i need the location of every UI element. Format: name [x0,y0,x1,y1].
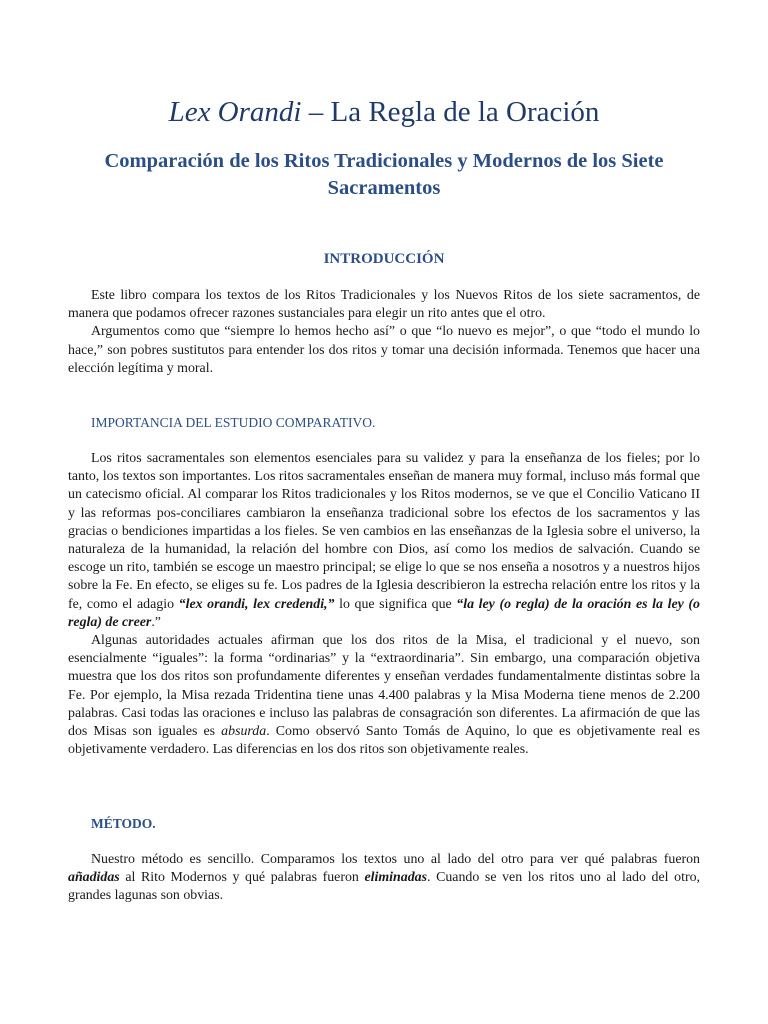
body-text: y los [415,288,456,303]
body-text: y para la [463,451,525,466]
title-italic: Lex Orandi [168,96,302,128]
emphasis-text: enseñanza [524,451,582,466]
emphasis-text: añadidas [68,870,120,886]
importancia-section [68,450,700,759]
body-text: muestra que los dos ritos son [68,669,237,685]
body-text: . [205,742,213,758]
body-text: . Como observó Santo Tomás de Aquino, lo que es objetivamente [266,724,662,740]
emphasis-text: “lex orandi, lex credendi,” [178,596,335,612]
body-text: de los siete sacramentos, de manera que podamos ofrecer razones sustanciales para elegir un rito antes que el otro. [68,288,700,322]
body-text: lo que significa que [334,596,457,612]
heading-importancia: IMPORTANCIA DEL ESTUDIO COMPARATIVO. [91,415,376,430]
body-text: . Cuando se ven los ritos uno al lado del otro, [427,870,700,886]
metodo-section [68,851,700,906]
emphasis-text: absurda [221,724,267,740]
body-text: sobre los efectos de los sacramentos y las gracias o bendiciones impartidas a los fieles. Se ven cambios en las enseñanzas de la Iglesia sobre el universo, la naturaleza de la humanidad, la relación del hombre con Dios, así como los medios de salvación. Cuando se escoge un rito, también se escoge un maestro principal; se elige lo que se nos enseña a nosotros y a nuestros hijos sobre la Fe. En efecto, se [68,505,700,594]
emphasis-text: profundamente diferentes y enseñan verdades fundamentalmente distintas [236,669,652,685]
emphasis-text: “la ley (o regla) de la oración es la ley (o regla) de creer [68,596,700,630]
emphasis-text: enseñan [388,469,434,485]
paragraph [68,323,700,378]
emphasis-text: Ritos Tradicionales [306,288,416,303]
emphasis-text: grandes lagunas [68,888,158,904]
emphasis-text: validez [423,451,464,466]
emphasis-text: Nuevos Ritos [455,288,533,303]
heading-introduccion: INTRODUCCIÓN [323,251,445,267]
body-text: sobre la Fe. Por ejemplo, la Misa rezada Tridentina tiene unas 4.400 palabras y la Misa Moderna tiene menos de 2.200 palabras. Casi todas las oraciones e incluso las palabras de consagración son [68,669,700,721]
paragraph [68,851,700,906]
emphasis-text: .” [151,614,161,630]
body-text: . [209,360,214,376]
body-text: . Los ritos sacramentales [247,469,389,485]
body-text: Algunas autoridades actuales afirman que los dos ritos de la Misa, el tradicional y el nuevo, son esencialmente “iguales”: la forma “ordinarias” y la “extraordinaria”. Sin embargo, una [68,633,700,667]
body-text: Nuestro método es sencillo. Comparamos los textos uno al lado del otro para ver qué palabras fueron [91,852,700,867]
body-text: es objetivamente [68,724,700,758]
body-text: de manera muy formal, incluso más formal que un catecismo oficial. Al comparar los Ritos tradicionales y los Ritos modernos, se ve que el Concilio Vaticano II y las reformas pos-conciliares [68,469,701,521]
emphasis-text: eliminadas [364,870,427,886]
emphasis-text: elección legítima y moral [68,360,210,376]
body-text: Este libro compara los textos de los [91,288,307,303]
paragraph [68,450,700,632]
page-subtitle: Comparación de los Ritos Tradicionales y Modernos de los Siete Sacramentos [104,150,664,199]
body-text: al Rito Modernos y qué palabras fueron [119,870,365,886]
emphasis-text: real [661,724,683,740]
emphasis-text: verdadero [150,742,206,758]
emphasis-text: diferentes [499,705,555,721]
body-text: de los fieles; por lo tanto, [68,451,700,485]
body-text: . Los padres de la Iglesia describieron la estrecha relación entre los ritos y la fe, como el adagio [68,578,700,612]
page-title [0,92,768,132]
emphasis-text: eliges su fe [211,578,275,594]
body-text: Argumentos como que “siempre lo hemos hecho así” o que “lo nuevo es mejor”, o que “todo el mundo lo hace,” son pobres sustitutos para entender los dos ritos y tomar una decisión informada. Tenemos que hacer una [68,324,700,358]
emphasis-text: comparación objetiva [577,651,701,667]
title-rest: – La Regla de la Oración [301,96,600,128]
emphasis-text: cambiaron la enseñanza tradicional [246,505,449,521]
emphasis-text: Las diferencias en los dos ritos son objetivamente reales. [212,742,529,758]
body-text: . La afirmación de que las dos Misas son iguales es [68,705,700,740]
body-text: Los ritos sacramentales son elementos esenciales para su [91,451,424,466]
paragraph [68,287,700,323]
emphasis-text: los textos son importantes [102,469,248,485]
introduccion-section [68,287,700,378]
body-text: son obvias. [157,888,224,904]
paragraph [68,632,700,759]
heading-metodo: MÉTODO. [91,816,156,831]
